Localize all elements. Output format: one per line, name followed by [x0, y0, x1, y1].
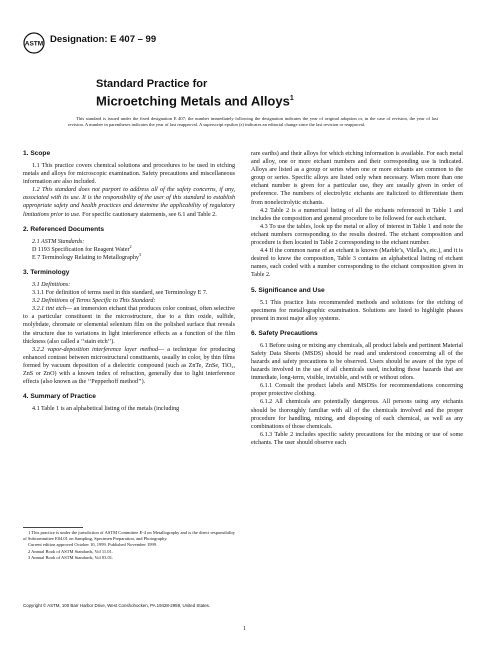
paragraph-6-1-2: 6.1.2 All chemicals are potentially dangerous. All persons using any etchants should be thoroughly familiar with all of the chemicals involved and the proper procedure for handling, mixing, and disposing of each chemical, as well as any combinations of those chemicals. — [251, 399, 463, 430]
paragraph-3-1: 3.1 Definitions: — [32, 281, 71, 288]
section-heading-terminology: 3. Terminology — [23, 268, 70, 276]
paragraph-1-2: 1.2 This standard does not purport to address all of the safety concerns, if any, associated with its use. It is the responsibility of the user of this standard to establish appropriate safety and health practices and determine the applicability of regulatory limitations prior to use. For specific cautionary statements, see 6.1 and Table 2. — [23, 187, 235, 218]
paragraph-4-1-continued: rare earths) and their alloys for which etching information is available. For each metal and alloy, one or more etchant numbers and their corresponding use is indicated. Alloys are listed as a group or series when one or more etchants are common to the group or series. Specific alloys are listed only when necessary. When more than one etchant number is given for a particular use, they are usually given in order of preference. The numbers of electrolytic etchants are italicized to differentiate them from nonelectrolytic etchants. — [251, 151, 463, 206]
paragraph-3-2-1: 3.2.1 tint etch— an immersion etchant that produces color contrast, often selective to a particular constituent in the microstructure, due to a thin oxide, sulfide, molybdate, chromate or elemental selenium film on the polished surface that reveals the structure due to variations in light interference effects as a function of the film thickness (also called a ‘‘stain etch’’). — [23, 306, 235, 345]
section-heading-referenced-documents: 2. Referenced Documents — [23, 225, 104, 233]
paragraph-4-2: 4.2 Table 2 is a numerical listing of all the etchants referenced in Table 1 and includes the composition and general procedure to be followed for each etchant. — [251, 207, 463, 222]
section-heading-scope: 1. Scope — [23, 150, 51, 157]
footnote-1-edition: Current edition approved October 10, 1999. Published November 1999. — [28, 542, 158, 548]
left-column — [23, 150, 235, 413]
paragraph-2-1: 2.1 ASTM Standards: — [32, 238, 85, 245]
astm-logo-icon — [23, 32, 45, 54]
title-footnote-ref: 1 — [289, 95, 294, 102]
paragraph-6-1: 6.1 Before using or mixing any chemicals, all product labels and pertinent Material Safety Data Sheets (MSDS) should be read and understood concerning all of the hazards and safety precautions to be observed. Users should be aware of the type of hazards involved in the use of all chemicals used, including those hazards that are immediate, long-term, visible, invisible, and with or without odors. — [251, 342, 463, 382]
footnotes — [23, 530, 235, 562]
section-heading-safety: 6. Safety Precautions — [251, 329, 318, 337]
right-column — [251, 150, 463, 447]
reference-d1193: D 1193 Specification for Reagent Water$^2$ — [32, 243, 132, 253]
page-number: 1 — [243, 626, 246, 632]
section-heading-significance: 5. Significance and Use — [251, 286, 325, 294]
footnote-1: 1 This practice is under the jurisdiction of ASTM Committee E-4 on Metallography and is the direct responsibility of Subcommittee E04.01 on Sampling, Specimen Preparation, and Photography. — [23, 530, 235, 541]
title-line-1: Standard Practice for — [96, 78, 208, 90]
paragraph-4-3: 4.3 To use the tables, look up the metal or alloy of interest in Table 1 and note the etchant numbers corresponding to the results desired. The etchant composition and procedure is then located in Table 2 corresponding to the etchant number. — [251, 223, 463, 247]
footnote-2: 2 Annual Book of ASTM Standards, Vol 11.01. — [28, 548, 113, 554]
paragraph-6-1-3: 6.1.3 Table 2 includes specific safety precautions for the mixing or use of some etchants. The user should observe each — [251, 431, 463, 446]
paragraph-4-4: 4.4 If the common name of an etchant is known (Marble’s, Vilella’s, etc.), and it is desired to know the composition, Table 3 contains an alphabetical listing of etchant names, each coded with a number corresponding to the etchant composition given in Table 2. — [251, 248, 463, 279]
section-heading-summary: 4. Summary of Practice — [23, 393, 96, 401]
title-line-2: Microetching Metals and Alloys$^1$ — [96, 93, 294, 109]
designation: Designation: E 407 – 99 — [50, 34, 157, 45]
copyright-line: Copyright © ASTM, 100 Barr Harbor Drive, West Conshohocken, PA 19428-2959, United States. — [23, 603, 211, 608]
footnote-3: 3 Annual Book of ASTM Standards, Vol 03.01. — [28, 555, 114, 561]
paragraph-3-1-1: 3.1.1 For definition of terms used in this standard, see Terminology E 7. — [32, 290, 208, 297]
document-title — [96, 78, 294, 108]
paragraph-4-1: 4.1 Table 1 is an alphabetical listing of the metals (including — [32, 406, 180, 413]
reference-e7: E 7 Terminology Relating to Metallography$^3$ — [32, 251, 142, 261]
paragraph-3-2: 3.2 Definitions of Terms Specific to This Standard: — [32, 298, 156, 305]
issuance-note: This standard is issued under the fixed designation E 407; the number immediately following the designation indicates the year of original adoption or, in the case of revision, the year of last revision. A number in parentheses indicates the year of last reapproval. A superscript epsilon (ε) indicates an editorial change since the last revision or reapproval. — [68, 116, 438, 127]
paragraph-1-1: 1.1 This practice covers chemical solutions and procedures to be used in etching metals and alloys for microscopic examination. Safety precautions and miscellaneous information are also included. — [23, 163, 235, 186]
paragraph-5-1: 5.1 This practice lists recommended methods and solutions for the etching of specimens for metallographic examination. Solutions are listed to highlight phases present in most major alloy systems. — [251, 299, 463, 322]
paragraph-3-2-2: 3.2.2 vapor-deposition interference layer method— a technique for producing enhanced contrast between microstructural constituents, usually in color, by thin films formed by vacuum deposition of a dielectric compound (such as ZnTe, ZnSe, TiO₂, ZnS or ZnO) with a known index of refraction, generally due to light interference effects (also known as the ‘‘Pepperhoff method’’). — [23, 346, 235, 386]
logo-text: ASTM — [24, 40, 44, 48]
paragraph-6-1-1: 6.1.1 Consult the product labels and MSDSs for recommendations concerning proper protective clothing. — [251, 383, 463, 398]
footnote-rule — [23, 527, 83, 528]
